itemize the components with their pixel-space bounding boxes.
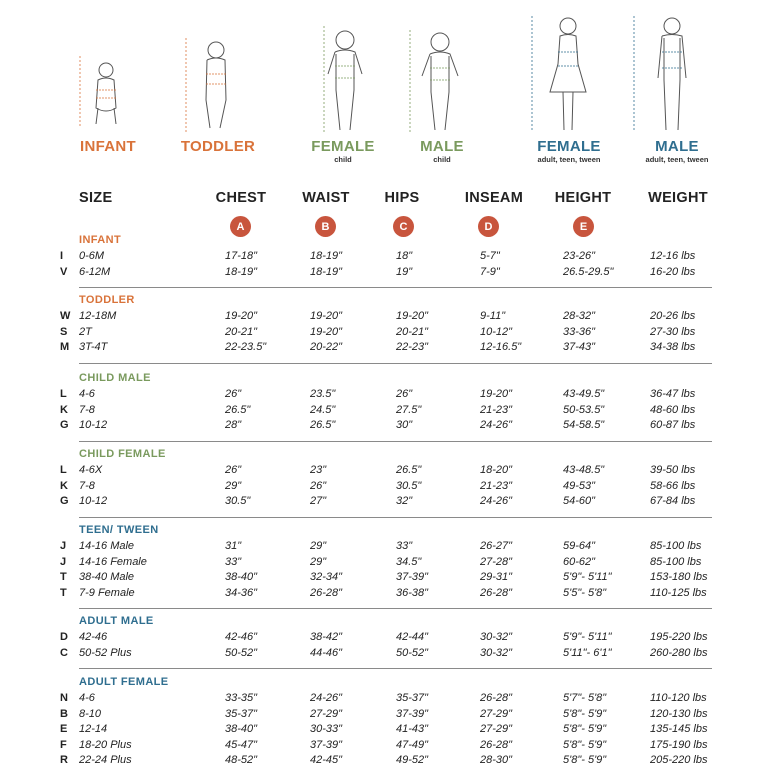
cell-hips: 34.5": [396, 555, 422, 568]
section-title: CHILD MALE: [79, 372, 151, 384]
toddler-figure: [180, 8, 240, 128]
cell-weight: 135-145 lbs: [650, 723, 708, 735]
cell-weight: 260-280 lbs: [650, 646, 708, 659]
cell-hips: 41-43": [396, 723, 429, 735]
section-divider: [79, 363, 712, 364]
cell-height: 37-43": [563, 341, 596, 353]
table-row: [0, 495, 768, 510]
row-letter: W: [60, 310, 71, 322]
cell-waist: 18-19": [310, 250, 343, 262]
figure-label-adult-male: MALE: [655, 138, 699, 155]
cell-height: 5'9"- 5'11": [563, 571, 612, 583]
cell-chest: 38-40": [225, 723, 258, 735]
row-letter: T: [60, 586, 67, 599]
row-size: 7-8: [79, 479, 95, 492]
cell-height: 5'8"- 5'9": [563, 723, 607, 735]
row-letter: L: [60, 388, 67, 400]
cell-chest: 26": [225, 388, 242, 400]
cell-chest: 34-36": [225, 586, 258, 599]
cell-inseam: 27-28": [480, 555, 513, 568]
cell-weight: 110-120 lbs: [650, 692, 707, 704]
cell-inseam: 24-26": [480, 495, 513, 507]
table-row: [0, 571, 768, 586]
cell-waist: 32-34": [310, 571, 343, 583]
cell-waist: 26.5": [310, 419, 336, 431]
cell-hips: 36-38": [396, 586, 429, 599]
cell-height: 59-64": [563, 540, 596, 552]
cell-height: 5'8"- 5'9": [563, 707, 607, 720]
row-size: 8-10: [79, 707, 102, 720]
row-letter: D: [60, 631, 68, 643]
badge-inseam: D: [478, 216, 499, 237]
cell-waist: 19-20": [310, 325, 343, 338]
cell-inseam: 30-32": [480, 646, 513, 659]
cell-weight: 85-100 lbs: [650, 540, 702, 552]
row-letter: J: [60, 540, 67, 552]
table-row: [0, 310, 768, 325]
cell-height: 5'8"- 5'9": [563, 738, 607, 751]
section-title: ADULT FEMALE: [79, 676, 169, 688]
cell-weight: 48-60 lbs: [650, 403, 696, 416]
table-row: [0, 556, 768, 571]
cell-waist: 24-26": [310, 692, 343, 704]
badge-height: E: [573, 216, 594, 237]
row-size: 38-40 Male: [79, 571, 135, 583]
cell-waist: 20-22": [310, 341, 343, 353]
cell-hips: 47-49": [396, 738, 429, 751]
cell-chest: 48-52": [225, 754, 258, 766]
cell-height: 43-49.5": [563, 388, 605, 400]
row-letter: K: [60, 403, 68, 416]
cell-waist: 18-19": [310, 265, 343, 278]
adult-female-figure: [520, 8, 600, 128]
row-size: 10-12: [79, 419, 108, 431]
section-title: ADULT MALE: [79, 615, 154, 627]
table-row: [0, 341, 768, 356]
section-divider: [79, 287, 712, 288]
section-divider: [79, 441, 712, 442]
cell-height: 23-26": [563, 250, 596, 262]
cell-chest: 20-21": [225, 325, 258, 338]
table-row: [0, 540, 768, 555]
cell-hips: 42-44": [396, 631, 429, 643]
cell-height: 54-58.5": [563, 419, 605, 431]
cell-weight: 195-220 lbs: [650, 631, 708, 643]
cell-chest: 35-37": [225, 707, 258, 720]
figure-sub-adult-female: adult, teen, tween: [537, 155, 601, 164]
section-divider: [79, 668, 712, 669]
row-letter: L: [60, 464, 67, 476]
cell-waist: 29": [310, 540, 327, 552]
cell-weight: 85-100 lbs: [650, 555, 702, 568]
cell-chest: 33": [225, 555, 242, 568]
row-size: 4-6X: [79, 464, 103, 476]
row-letter: I: [60, 250, 64, 262]
badge-chest: A: [230, 216, 251, 237]
cell-waist: 42-45": [310, 754, 343, 766]
cell-hips: 27.5": [396, 403, 422, 416]
row-size: 12-18M: [79, 310, 117, 322]
row-letter: G: [60, 419, 69, 431]
row-size: 4-6: [79, 388, 95, 400]
table-row: [0, 708, 768, 723]
cell-waist: 23.5": [310, 388, 336, 400]
cell-inseam: 27-29": [480, 723, 513, 735]
cell-waist: 44-46": [310, 646, 343, 659]
cell-inseam: 7-9": [480, 265, 500, 278]
table-row: [0, 739, 768, 754]
cell-weight: 27-30 lbs: [650, 325, 696, 338]
cell-waist: 27-29": [310, 707, 343, 720]
cell-chest: 28": [225, 419, 242, 431]
cell-chest: 42-46": [225, 631, 258, 643]
figure-label-adult-female: FEMALE: [537, 138, 601, 155]
row-size: 2T: [79, 325, 92, 338]
row-letter: E: [60, 723, 68, 735]
cell-inseam: 26-28": [480, 692, 513, 704]
cell-height: 33-36": [563, 325, 596, 338]
cell-weight: 16-20 lbs: [650, 265, 696, 278]
cell-hips: 32": [396, 495, 413, 507]
row-size: 7-9 Female: [79, 586, 135, 599]
cell-height: 5'5"- 5'8": [563, 586, 607, 599]
section-divider: [79, 608, 712, 609]
row-letter: S: [60, 325, 68, 338]
cell-waist: 37-39": [310, 738, 343, 751]
cell-chest: 26": [225, 464, 242, 476]
cell-inseam: 9-11": [480, 310, 506, 322]
cell-waist: 23": [310, 464, 327, 476]
table-row: [0, 692, 768, 707]
row-size: 10-12: [79, 495, 108, 507]
cell-weight: 36-47 lbs: [650, 388, 696, 400]
cell-weight: 34-38 lbs: [650, 341, 696, 353]
cell-waist: 29": [310, 555, 327, 568]
cell-weight: 20-26 lbs: [650, 310, 696, 322]
table-row: [0, 754, 768, 769]
row-letter: R: [60, 754, 68, 766]
cell-inseam: 28-30": [480, 754, 513, 766]
cell-hips: 26.5": [396, 464, 422, 476]
row-size: 14-16 Female: [79, 555, 147, 568]
table-row: [0, 464, 768, 479]
row-letter: V: [60, 265, 68, 278]
cell-inseam: 29-31": [480, 571, 513, 583]
row-letter: J: [60, 555, 67, 568]
cell-inseam: 26-27": [480, 540, 513, 552]
table-row: [0, 480, 768, 495]
table-row: [0, 404, 768, 419]
cell-hips: 37-39": [396, 571, 429, 583]
cell-waist: 30-33": [310, 723, 343, 735]
cell-hips: 19-20": [396, 310, 429, 322]
cell-hips: 33": [396, 540, 413, 552]
row-letter: B: [60, 707, 68, 720]
column-header-inseam: INSEAM: [464, 190, 524, 206]
row-size: 0-6M: [79, 250, 105, 262]
cell-inseam: 21-23": [480, 403, 513, 416]
row-size: 3T-4T: [79, 341, 108, 353]
table-row: [0, 388, 768, 403]
cell-inseam: 21-23": [480, 479, 513, 492]
table-row: [0, 587, 768, 602]
figure-sub-child-female: child: [334, 155, 352, 164]
section-divider: [79, 517, 712, 518]
cell-inseam: 12-16.5": [480, 341, 522, 353]
cell-height: 54-60": [563, 495, 596, 507]
cell-weight: 58-66 lbs: [650, 479, 696, 492]
cell-height: 43-48.5": [563, 464, 605, 476]
row-size: 42-46: [79, 631, 108, 643]
cell-inseam: 10-12": [480, 325, 513, 338]
cell-hips: 26": [396, 388, 413, 400]
cell-height: 5'11"- 6'1": [563, 646, 612, 659]
figure-label-child-male: MALE: [420, 138, 464, 155]
figure-sub-adult-male: adult, teen, tween: [645, 155, 709, 164]
figure-label-toddler: TODDLER: [180, 138, 256, 155]
cell-chest: 31": [225, 540, 242, 552]
cell-chest: 45-47": [225, 738, 258, 751]
column-header-size: SIZE: [79, 190, 113, 206]
cell-waist: 26": [310, 479, 327, 492]
child-male-figure: [400, 8, 470, 128]
table-row: [0, 266, 768, 281]
cell-weight: 205-220 lbs: [650, 754, 708, 766]
cell-weight: 153-180 lbs: [650, 571, 708, 583]
cell-hips: 49-52": [396, 754, 429, 766]
cell-height: 5'9"- 5'11": [563, 631, 612, 643]
cell-waist: 26-28": [310, 586, 343, 599]
row-letter: M: [60, 341, 70, 353]
cell-inseam: 30-32": [480, 631, 513, 643]
cell-chest: 18-19": [225, 265, 258, 278]
row-size: 12-14: [79, 723, 108, 735]
cell-waist: 19-20": [310, 310, 343, 322]
cell-waist: 38-42": [310, 631, 343, 643]
child-female-figure: [300, 8, 370, 128]
cell-height: 26.5-29.5": [563, 265, 614, 278]
cell-hips: 37-39": [396, 707, 429, 720]
infant-figure: [74, 8, 134, 128]
cell-weight: 12-16 lbs: [650, 250, 696, 262]
cell-waist: 27": [310, 495, 327, 507]
cell-chest: 29": [225, 479, 242, 492]
row-size: 14-16 Male: [79, 540, 135, 552]
column-header-chest: CHEST: [215, 190, 267, 206]
cell-inseam: 27-29": [480, 707, 513, 720]
table-row: [0, 723, 768, 738]
figure-sub-child-male: child: [433, 155, 451, 164]
row-letter: F: [60, 738, 67, 751]
cell-hips: 30": [396, 419, 413, 431]
cell-hips: 19": [396, 265, 413, 278]
column-header-waist: WAIST: [302, 190, 350, 206]
column-header-weight: WEIGHT: [648, 190, 708, 206]
cell-hips: 30.5": [396, 479, 422, 492]
row-size: 4-6: [79, 692, 95, 704]
section-title: TODDLER: [79, 294, 135, 306]
column-header-hips: HIPS: [384, 190, 420, 206]
cell-chest: 33-35": [225, 692, 258, 704]
row-size: 18-20 Plus: [79, 738, 132, 751]
row-letter: G: [60, 495, 69, 507]
cell-weight: 60-87 lbs: [650, 419, 696, 431]
row-letter: C: [60, 646, 68, 659]
cell-inseam: 26-28": [480, 586, 513, 599]
figure-label-infant: INFANT: [80, 138, 136, 155]
section-title: CHILD FEMALE: [79, 448, 166, 460]
cell-chest: 19-20": [225, 310, 258, 322]
table-row: [0, 326, 768, 341]
cell-inseam: 24-26": [480, 419, 513, 431]
table-row: [0, 647, 768, 662]
cell-hips: 22-23": [396, 341, 429, 353]
badge-waist: B: [315, 216, 336, 237]
cell-height: 50-53.5": [563, 403, 605, 416]
cell-weight: 120-130 lbs: [650, 707, 708, 720]
row-letter: T: [60, 571, 67, 583]
cell-waist: 24.5": [310, 403, 336, 416]
cell-height: 28-32": [563, 310, 596, 322]
cell-inseam: 5-7": [480, 250, 500, 262]
cell-chest: 17-18": [225, 250, 258, 262]
cell-hips: 50-52": [396, 646, 429, 659]
cell-height: 5'7"- 5'8": [563, 692, 607, 704]
cell-chest: 26.5": [225, 403, 251, 416]
figure-label-child-female: FEMALE: [311, 138, 375, 155]
table-row: [0, 419, 768, 434]
cell-hips: 20-21": [396, 325, 429, 338]
table-row: [0, 250, 768, 265]
row-letter: N: [60, 692, 68, 704]
row-size: 22-24 Plus: [79, 754, 132, 766]
cell-height: 60-62": [563, 555, 596, 568]
cell-chest: 22-23.5": [225, 341, 267, 353]
cell-height: 49-53": [563, 479, 596, 492]
table-row: [0, 631, 768, 646]
cell-weight: 67-84 lbs: [650, 495, 696, 507]
cell-chest: 38-40": [225, 571, 258, 583]
column-header-height: HEIGHT: [554, 190, 612, 206]
row-letter: K: [60, 479, 68, 492]
row-size: 7-8: [79, 403, 95, 416]
cell-chest: 30.5": [225, 495, 251, 507]
adult-male-figure: [626, 8, 706, 128]
section-title: INFANT: [79, 234, 122, 246]
cell-inseam: 26-28": [480, 738, 513, 751]
cell-weight: 110-125 lbs: [650, 586, 707, 599]
cell-inseam: 18-20": [480, 464, 513, 476]
cell-hips: 18": [396, 250, 413, 262]
badge-hips: C: [393, 216, 414, 237]
cell-chest: 50-52": [225, 646, 258, 659]
cell-height: 5'8"- 5'9": [563, 754, 607, 766]
cell-inseam: 19-20": [480, 388, 513, 400]
cell-hips: 35-37": [396, 692, 429, 704]
row-size: 50-52 Plus: [79, 646, 132, 659]
cell-weight: 175-190 lbs: [650, 738, 708, 751]
section-title: TEEN/ TWEEN: [79, 524, 159, 536]
cell-weight: 39-50 lbs: [650, 464, 696, 476]
row-size: 6-12M: [79, 265, 111, 278]
